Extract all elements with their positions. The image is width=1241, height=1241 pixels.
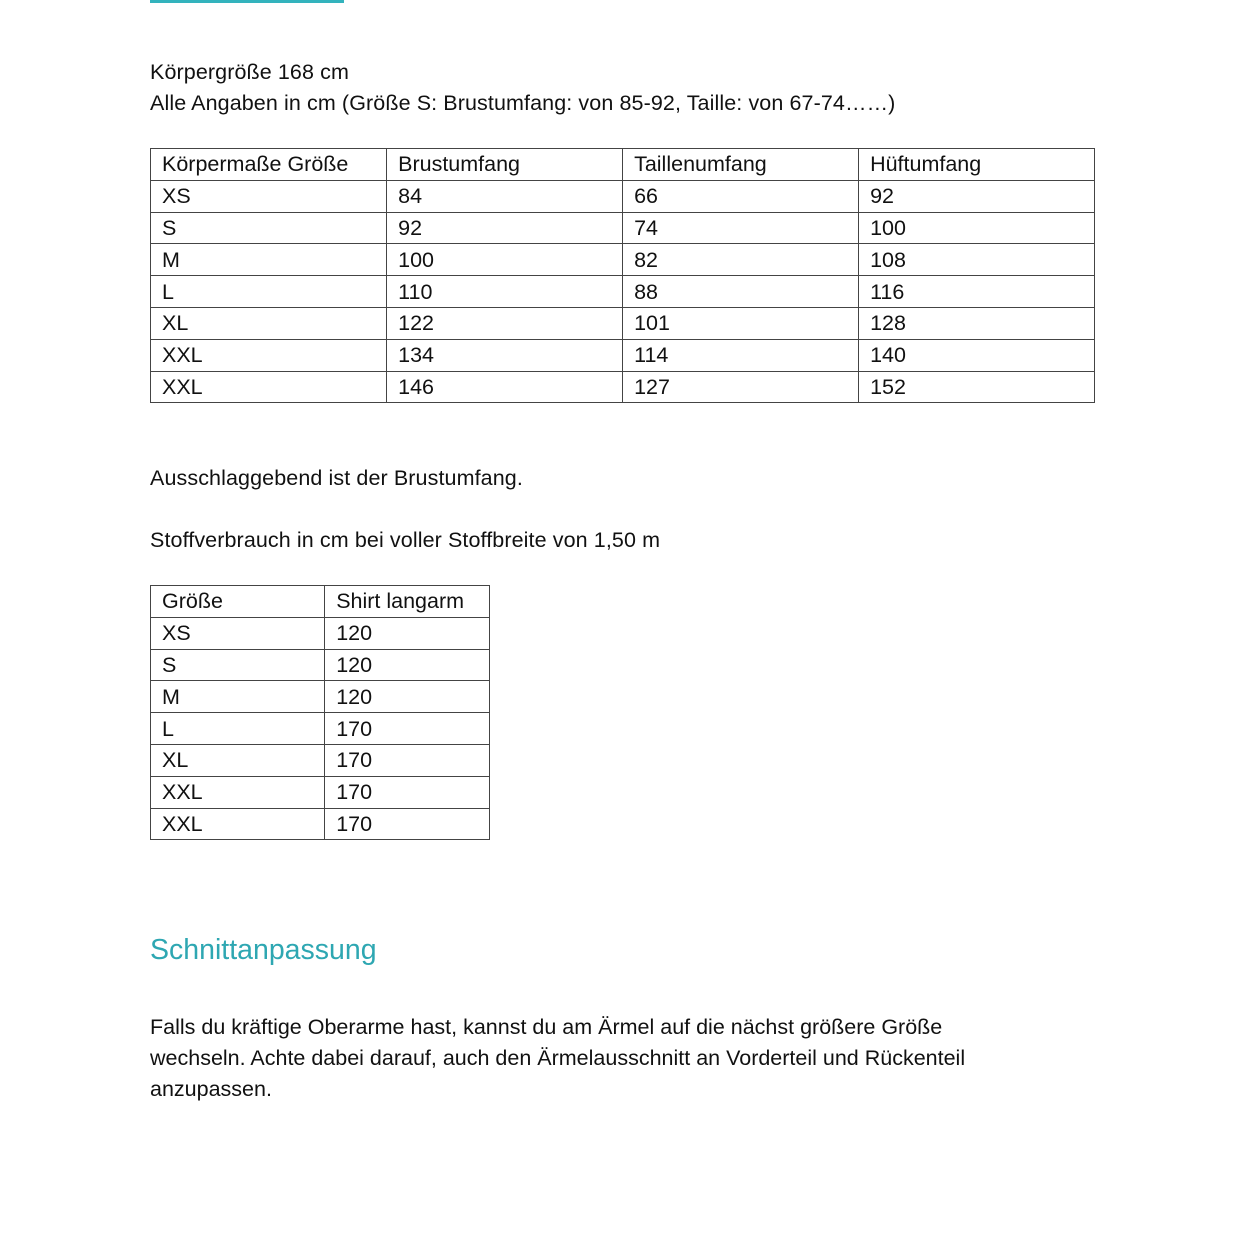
table-cell: 92 bbox=[387, 212, 623, 244]
table-cell: XL bbox=[151, 307, 387, 339]
table-cell: 101 bbox=[623, 307, 859, 339]
table-row bbox=[151, 307, 1095, 339]
table-row bbox=[151, 776, 490, 808]
table-row bbox=[151, 180, 1095, 212]
table-cell: L bbox=[151, 713, 325, 745]
table-cell: 140 bbox=[859, 339, 1095, 371]
table-cell: 100 bbox=[387, 244, 623, 276]
body-height-line: Körpergröße 168 cm bbox=[150, 60, 349, 84]
top-accent-rule bbox=[150, 0, 344, 3]
body-measurements-table bbox=[150, 148, 1095, 403]
table-cell: XS bbox=[151, 180, 387, 212]
table-cell: L bbox=[151, 276, 387, 308]
table-row bbox=[151, 339, 1095, 371]
table-cell: 74 bbox=[623, 212, 859, 244]
paragraph-line: anzupassen. bbox=[150, 1077, 272, 1101]
table-header-cell: Hüftumfang bbox=[859, 149, 1095, 181]
table-cell: 120 bbox=[325, 617, 490, 649]
table-cell: 100 bbox=[859, 212, 1095, 244]
table-row bbox=[151, 681, 490, 713]
table-cell: 152 bbox=[859, 371, 1095, 403]
section-heading: Schnittanpassung bbox=[150, 934, 377, 966]
table-cell: XXL bbox=[151, 776, 325, 808]
bust-note: Ausschlaggebend ist der Brustumfang. bbox=[150, 466, 523, 490]
table-cell: 146 bbox=[387, 371, 623, 403]
table-cell: S bbox=[151, 649, 325, 681]
table-cell: 170 bbox=[325, 713, 490, 745]
table-cell: XL bbox=[151, 744, 325, 776]
table-cell: 110 bbox=[387, 276, 623, 308]
paragraph-line: wechseln. Achte dabei darauf, auch den Ärmelausschnitt an Vorderteil und Rückenteil bbox=[150, 1046, 966, 1070]
table-cell: S bbox=[151, 212, 387, 244]
table-cell: 82 bbox=[623, 244, 859, 276]
table-cell: 128 bbox=[859, 307, 1095, 339]
table-header-cell: Brustumfang bbox=[387, 149, 623, 181]
table-cell: 120 bbox=[325, 649, 490, 681]
table-header-row bbox=[151, 586, 490, 618]
table-row bbox=[151, 276, 1095, 308]
table-cell: 92 bbox=[859, 180, 1095, 212]
table-header-cell: Körpermaße Größe bbox=[151, 149, 387, 181]
table-cell: 84 bbox=[387, 180, 623, 212]
units-note-line: Alle Angaben in cm (Größe S: Brustumfang: von 85-92, Taille: von 67-74……) bbox=[150, 91, 896, 115]
table-cell: 88 bbox=[623, 276, 859, 308]
table-row bbox=[151, 808, 490, 840]
table-cell: 127 bbox=[623, 371, 859, 403]
table-cell: XS bbox=[151, 617, 325, 649]
table-header-cell: Größe bbox=[151, 586, 325, 618]
table-cell: 108 bbox=[859, 244, 1095, 276]
table-row bbox=[151, 713, 490, 745]
table-cell: 170 bbox=[325, 808, 490, 840]
table-cell: 122 bbox=[387, 307, 623, 339]
table-cell: 134 bbox=[387, 339, 623, 371]
table-cell: 170 bbox=[325, 776, 490, 808]
table-cell: 66 bbox=[623, 180, 859, 212]
table-cell: M bbox=[151, 681, 325, 713]
table-cell: 120 bbox=[325, 681, 490, 713]
table-cell: 114 bbox=[623, 339, 859, 371]
table-cell: XXL bbox=[151, 339, 387, 371]
section-paragraph bbox=[150, 1012, 1110, 1105]
fabric-usage-intro: Stoffverbrauch in cm bei voller Stoffbreite von 1,50 m bbox=[150, 528, 661, 552]
table-header-row bbox=[151, 149, 1095, 181]
paragraph-line: Falls du kräftige Oberarme hast, kannst du am Ärmel auf die nächst größere Größe bbox=[150, 1015, 943, 1039]
table-cell: 116 bbox=[859, 276, 1095, 308]
fabric-usage-table bbox=[150, 585, 490, 840]
table-header-cell: Taillenumfang bbox=[623, 149, 859, 181]
table-cell: M bbox=[151, 244, 387, 276]
table-header-cell: Shirt langarm bbox=[325, 586, 490, 618]
table-row bbox=[151, 649, 490, 681]
table-cell: 170 bbox=[325, 744, 490, 776]
table-row bbox=[151, 212, 1095, 244]
table-cell: XXL bbox=[151, 371, 387, 403]
table-row bbox=[151, 617, 490, 649]
table-cell: XXL bbox=[151, 808, 325, 840]
table-row bbox=[151, 744, 490, 776]
table-row bbox=[151, 244, 1095, 276]
table-row bbox=[151, 371, 1095, 403]
